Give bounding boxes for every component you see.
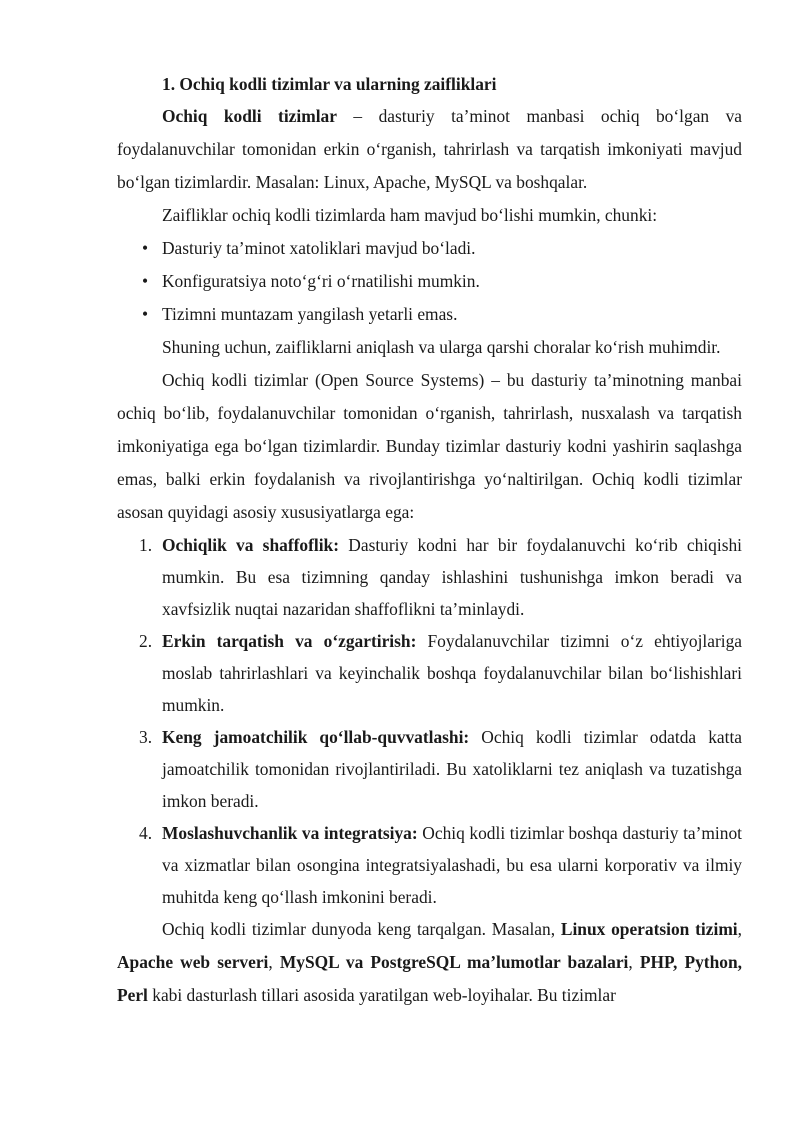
list-item: 1. Ochiqlik va shaffoflik: Dasturiy kodni har bir foydalanuvchi ko‘rib chiqishi mumkin. Bu esa tizimning qanday ishlashini tushunishga imkon beradi va xavfsizlik nuqtai nazaridan shaffoflikni ta’minlaydi. (117, 529, 742, 625)
item-number: 1. (139, 535, 153, 555)
list-item: • Tizimni muntazam yangilash yetarli emas. (117, 298, 742, 331)
conclusion-paragraph: Shuning uchun, zaifliklarni aniqlash va ularga qarshi choralar ko‘rish muhimdir. (162, 337, 721, 357)
list-item: 2. Erkin tarqatish va o‘zgartirish: Foydalanuvchilar tizimni o‘z ehtiyojlariga moslab tahrirlashlari va keyinchalik boshqa foydalanuvchilar bilan bo‘lishishlari mumkin. (117, 625, 742, 721)
feature-term: Moslashuvchanlik va integratsiya: (162, 823, 418, 843)
definition-paragraph (117, 100, 742, 199)
vulnerability-intro: Zaifliklar ochiq kodli tizimlarda ham mavjud bo‘lishi mumkin, chunki: (162, 205, 658, 225)
definition-text: – dasturiy ta’minot manbasi ochiq bo‘lgan va foydalanuvchilar tomonidan erkin o‘rganish, tahrirlash va tarqatish imkoniyati mavjud bo‘lgan tizimlardir. Masalan: Linux, Apache, MySQL va boshqalar. (117, 106, 742, 192)
item-number: 4. (139, 823, 153, 843)
bullet-icon: • (142, 238, 149, 258)
examples-paragraph: Ochiq kodli tizimlar dunyoda keng tarqalgan. Masalan, Linux operatsion tizimi, Apache web serveri, MySQL va PostgreSQL ma’lumotlar bazalari, PHP, Python, Perl kabi dasturlash tillari asosida yaratilgan web-loyihalar. Bu tizimlar (117, 919, 742, 1005)
features-list (117, 529, 742, 913)
bullet-icon: • (142, 304, 149, 324)
feature-term: Keng jamoatchilik qo‘llab-quvvatlashi: (162, 727, 470, 747)
list-item: • Konfiguratsiya noto‘g‘ri o‘rnatilishi mumkin. (117, 265, 742, 298)
definition-term: Ochiq kodli tizimlar (162, 106, 337, 126)
bullet-icon: • (142, 271, 149, 291)
section-title: 1. Ochiq kodli tizimlar va ularning zaifliklari (162, 74, 497, 94)
item-number: 3. (139, 727, 153, 747)
list-item: • Dasturiy ta’minot xatoliklari mavjud bo‘ladi. (117, 232, 742, 265)
item-number: 2. (139, 631, 153, 651)
open-source-paragraph: Ochiq kodli tizimlar (Open Source Systems) – bu dasturiy ta’minotning manbai ochiq bo‘lib, foydalanuvchilar tomonidan o‘rganish, tahrirlash, nusxalash va tarqatish imkoniyatiga ega bo‘lgan tizimlardir. Bunday tizimlar dasturiy kodni yashirin saqlashga emas, balki erkin foydalanish va rivojlantirishga yo‘naltirilgan. Ochiq kodli tizimlar asosan quyidagi asosiy xususiyatlarga ega: (117, 370, 742, 522)
list-item: 3. Keng jamoatchilik qo‘llab-quvvatlashi: Ochiq kodli tizimlar odatda katta jamoatchilik tomonidan rivojlantiriladi. Bu xatoliklarni tez aniqlash va tuzatishga imkon beradi. (117, 721, 742, 817)
feature-term: Ochiqlik va shaffoflik: (162, 535, 340, 555)
list-item: 4. Moslashuvchanlik va integratsiya: Ochiq kodli tizimlar boshqa dasturiy ta’minot va xizmatlar bilan osongina integratsiyalashadi, bu esa ularni korporativ va ilmiy muhitda keng qo‘llash imkonini beradi. (117, 817, 742, 913)
feature-term: Erkin tarqatish va o‘zgartirish: (162, 631, 417, 651)
vulnerability-list (117, 232, 742, 331)
